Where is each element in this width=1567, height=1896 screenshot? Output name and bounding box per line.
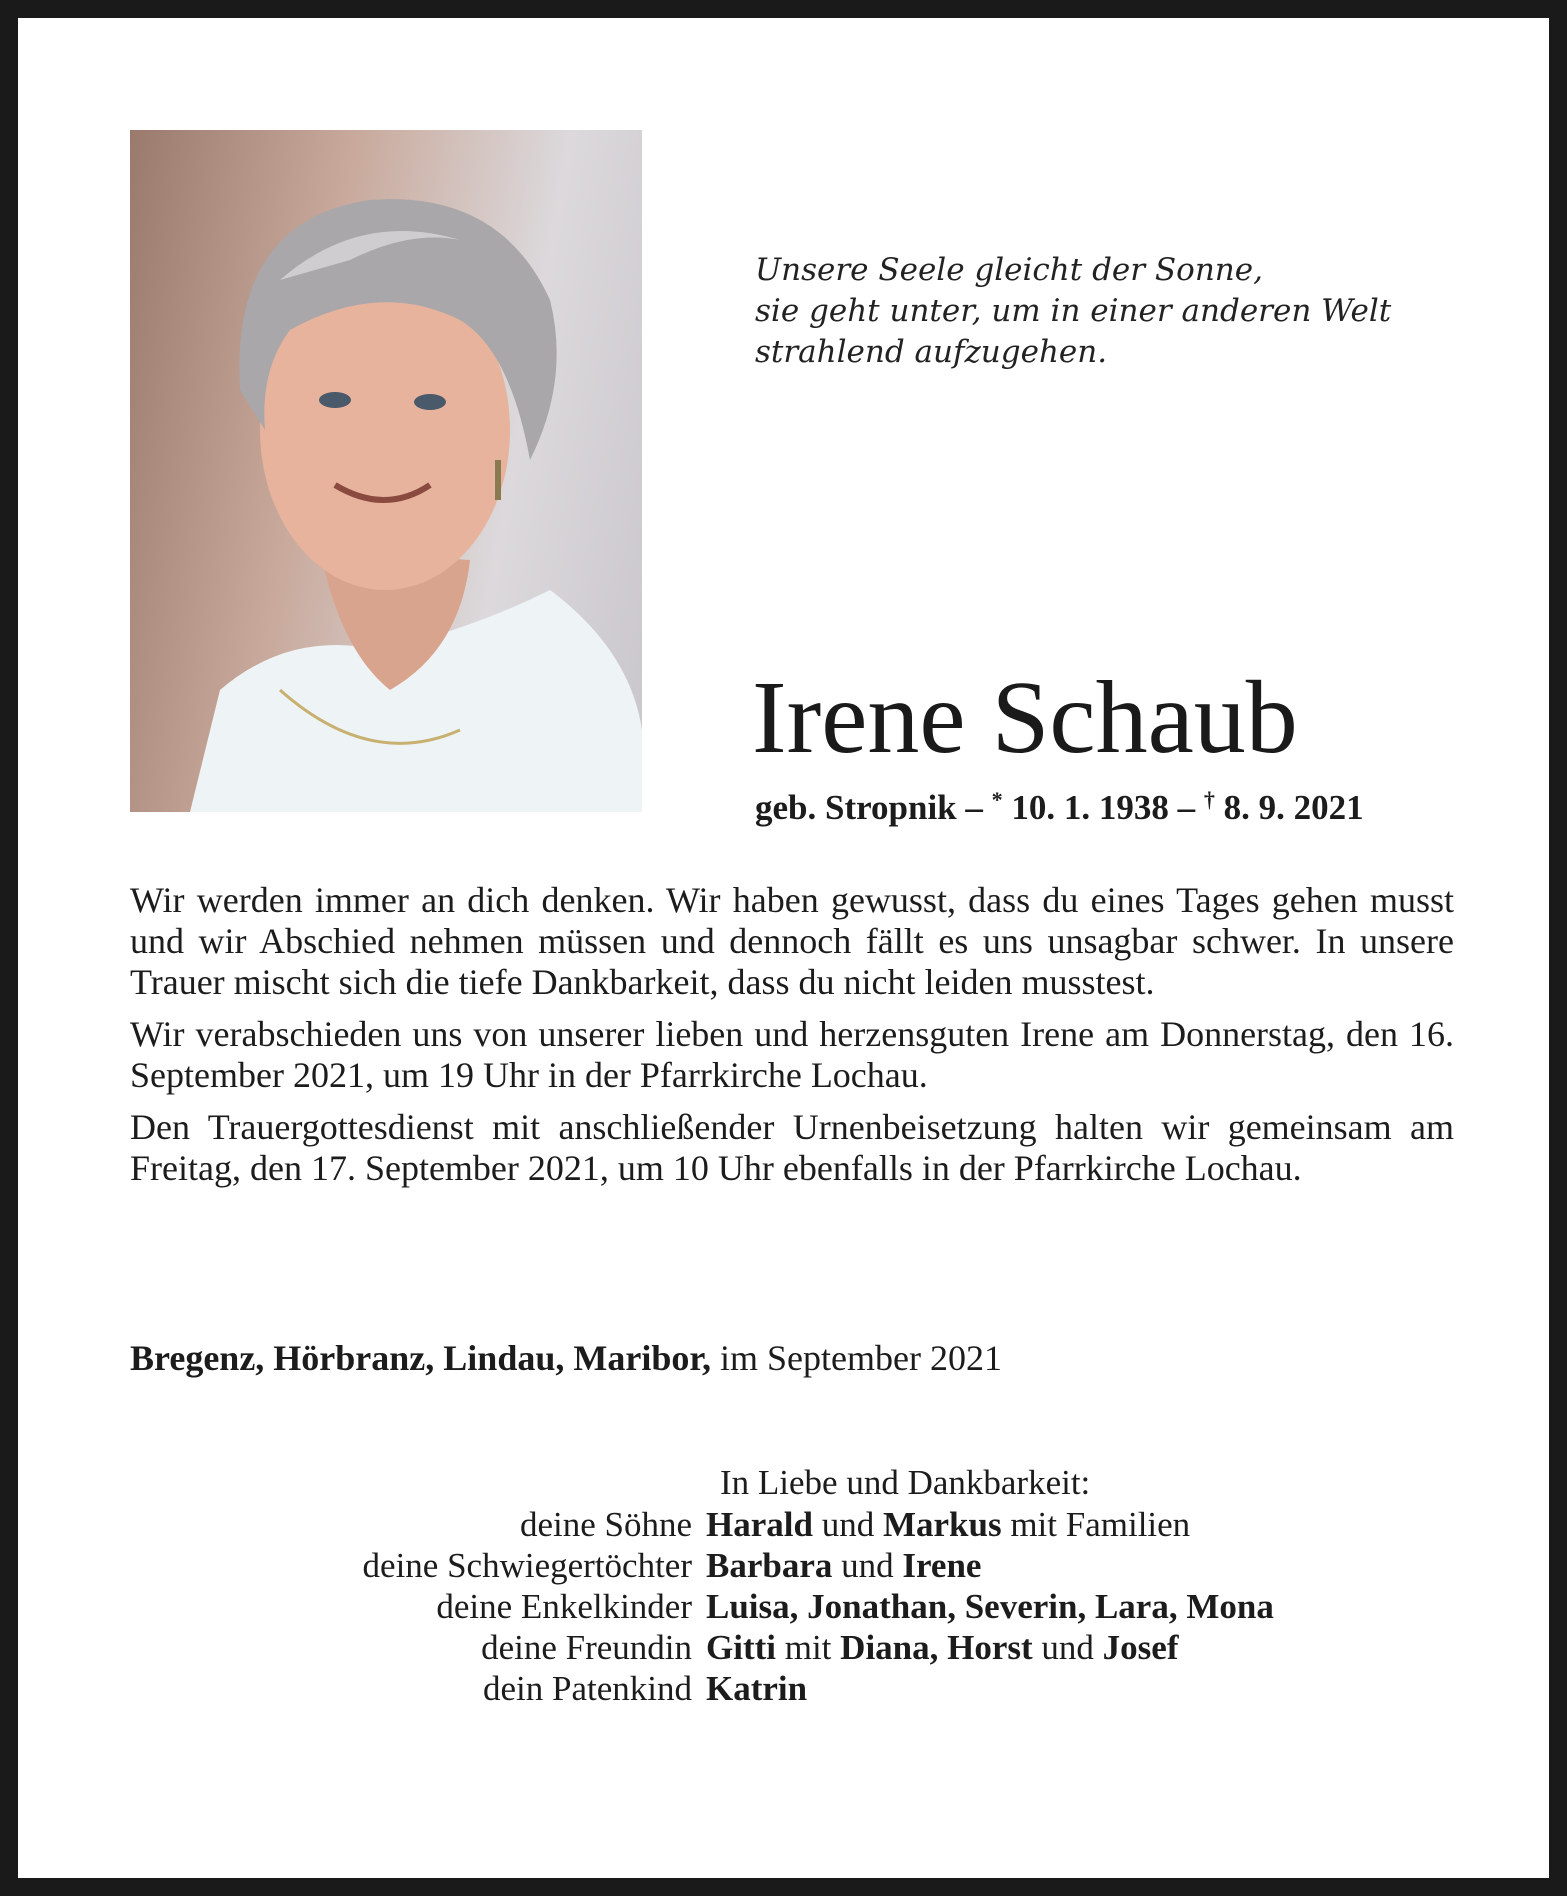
connector: und [832, 1546, 903, 1585]
mourner-names [706, 1668, 1470, 1709]
obituary-text [130, 880, 1454, 1200]
quote-line: strahlend aufzugehen. [755, 334, 1108, 370]
mourner-row [130, 1504, 1470, 1545]
date-text: im September 2021 [711, 1338, 1002, 1378]
deceased-name: Irene Schaub [752, 660, 1298, 775]
signature-heading: In Liebe und Dankbarkeit: [720, 1463, 1091, 1502]
mourner-name: Josef [1102, 1628, 1179, 1667]
mourner-names [706, 1586, 1470, 1627]
birth-date: 10. 1. 1938 [1011, 788, 1169, 827]
mourners-list [130, 1504, 1470, 1709]
mourner-name: Luisa, Jonathan, Severin, Lara, Mona [706, 1587, 1274, 1626]
mourner-row [130, 1627, 1470, 1668]
paragraph: Wir verabschieden uns von unserer lieben und herzensguten Irene am Donnerstag, den 16. September 2021, um 19 Uhr in der Pfarrkirche Lochau. [130, 1014, 1454, 1095]
connector: und [812, 1505, 883, 1544]
mourner-name: Gitti [706, 1628, 776, 1667]
mourner-names [706, 1627, 1470, 1668]
portrait-illustration [130, 130, 642, 812]
connector: mit [775, 1628, 841, 1667]
connector: mit Familien [1001, 1505, 1191, 1544]
mourner-name: Irene [902, 1546, 982, 1585]
birth-symbol: * [991, 787, 1003, 812]
mourner-role: deine Enkelkinder [436, 1587, 692, 1626]
mourner-name: Markus [882, 1505, 1002, 1544]
mourner-row [130, 1586, 1470, 1627]
paragraph: Den Trauergottesdienst mit anschließender Urnenbeisetzung halten wir gemeinsam am Freitag, den 17. September 2021, um 10 Uhr ebenfalls in der Pfarrkirche Lochau. [130, 1107, 1454, 1188]
separator: – [1168, 788, 1204, 827]
separator: – [956, 788, 992, 827]
place-and-date [130, 1336, 1002, 1380]
obituary-page [18, 18, 1549, 1878]
maiden-name: geb. Stropnik [755, 788, 957, 827]
memorial-quote [755, 250, 1455, 373]
mourner-row [130, 1545, 1470, 1586]
death-symbol: † [1203, 787, 1215, 812]
mourner-row [130, 1668, 1470, 1709]
mourner-name: Barbara [706, 1546, 833, 1585]
towns: Bregenz, Hörbranz, Lindau, Maribor, [130, 1338, 712, 1378]
mourner-name: Katrin [706, 1669, 808, 1708]
quote-line: sie geht unter, um in einer anderen Welt [755, 293, 1392, 329]
mourner-name: Harald [706, 1505, 813, 1544]
connector: und [1032, 1628, 1103, 1667]
mourner-name: Diana, Horst [840, 1628, 1033, 1667]
mourner-role: dein Patenkind [483, 1669, 692, 1708]
mourner-role: deine Schwiegertöchter [362, 1546, 692, 1585]
mourner-names [706, 1545, 1470, 1586]
mourner-role: deine Söhne [519, 1505, 692, 1544]
death-date: 8. 9. 2021 [1223, 788, 1364, 827]
paragraph: Wir werden immer an dich denken. Wir haben gewusst, dass du eines Tages gehen musst und wir Abschied nehmen müssen und dennoch fällt es uns unsagbar schwer. In unsere Trauer mischt sich die tiefe Dankbarkeit, dass du nicht leiden musstest. [130, 880, 1454, 1002]
quote-line: Unsere Seele gleicht der Sonne, [755, 252, 1263, 288]
portrait-photo [130, 130, 642, 812]
mourner-names [706, 1504, 1470, 1545]
mourner-role: deine Freundin [481, 1628, 692, 1667]
life-dates [755, 778, 1364, 830]
